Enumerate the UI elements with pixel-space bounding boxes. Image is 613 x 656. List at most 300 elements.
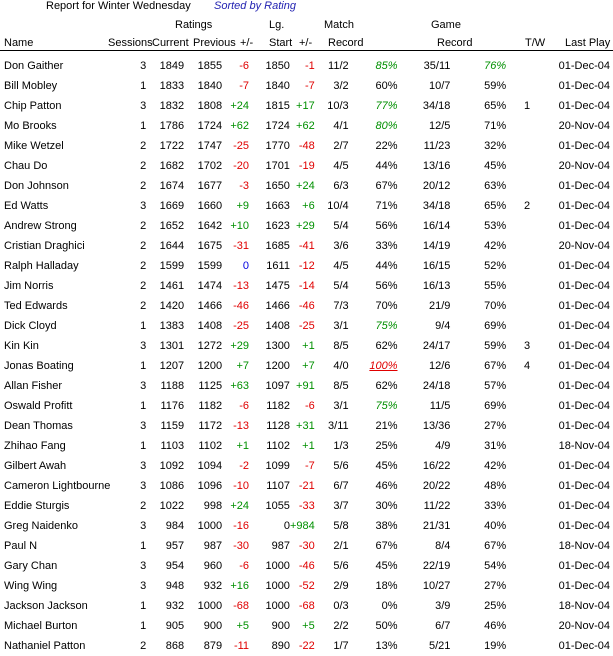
table-row: [0, 356, 613, 376]
current-rating-cell: 1176: [160, 400, 185, 412]
sessions-cell: 1: [140, 360, 147, 372]
tw-cell: [506, 496, 548, 516]
sessions-cell: 1: [140, 620, 147, 632]
tw-cell: [506, 56, 548, 76]
last-play-cell: 20-Nov-04: [558, 240, 610, 252]
tw-cell: [506, 236, 548, 256]
player-name: Ed Watts: [4, 200, 49, 212]
sessions-cell: 1: [140, 440, 147, 452]
league-start-cell: 1611: [266, 260, 290, 272]
previous-rating-cell: 1466: [197, 300, 223, 312]
table-row: [0, 416, 613, 436]
table-row: [0, 476, 613, 496]
table-row: [0, 556, 613, 576]
match-record-cell: 2/1: [333, 540, 349, 552]
league-change-cell: +62: [296, 120, 315, 132]
table-row: [0, 136, 613, 156]
last-play-cell: 01-Dec-04: [558, 320, 610, 332]
tw-cell: [506, 476, 548, 496]
sessions-cell: 2: [140, 220, 147, 232]
match-pct-cell: 62%: [375, 340, 398, 352]
current-rating-cell: 1674: [159, 180, 185, 192]
rating-change-cell: -3: [239, 180, 250, 192]
sessions-cell: 1: [140, 600, 147, 612]
sessions-cell: 2: [140, 640, 147, 652]
last-play-cell: 01-Dec-04: [558, 380, 610, 392]
league-change-cell: +5: [302, 620, 315, 632]
current-rating-cell: 1420: [159, 300, 185, 312]
tw-cell: [506, 616, 548, 636]
tw-cell: [506, 456, 548, 476]
previous-rating-cell: 879: [203, 640, 223, 652]
header-start: Start: [269, 37, 293, 49]
previous-rating-cell: 1702: [197, 160, 223, 172]
match-pct-cell: 21%: [375, 420, 398, 432]
tw-cell: [506, 636, 548, 656]
last-play-cell: 01-Dec-04: [558, 640, 610, 652]
table-row: [0, 596, 613, 616]
rating-change-cell: -31: [233, 240, 250, 252]
match-record-cell: 4/5: [333, 260, 349, 272]
league-change-cell: +7: [302, 360, 315, 372]
league-change-cell: +6: [302, 200, 315, 212]
current-rating-cell: 868: [165, 640, 185, 652]
match-record-cell: 6/3: [333, 180, 349, 192]
table-row: [0, 336, 613, 356]
game-record-cell: 9/4: [435, 320, 451, 332]
last-play-cell: 01-Dec-04: [558, 460, 610, 472]
header-tw: T/W: [525, 37, 546, 49]
current-rating-cell: 1207: [159, 360, 185, 372]
current-rating-cell: 954: [165, 560, 185, 572]
previous-rating-cell: 1000: [197, 600, 223, 612]
league-change-cell: -46: [298, 300, 315, 312]
game-pct-cell: 42%: [484, 240, 507, 252]
league-change-cell: -30: [298, 540, 315, 552]
last-play-cell: 01-Dec-04: [558, 60, 610, 72]
sessions-cell: 1: [140, 80, 147, 92]
league-start-cell: 900: [271, 620, 290, 632]
current-rating-cell: 1188: [160, 380, 185, 392]
league-change-cell: -21: [298, 480, 315, 492]
player-name: Mike Wetzel: [4, 140, 64, 152]
match-pct-cell: 71%: [375, 200, 398, 212]
last-play-cell: 18-Nov-04: [558, 440, 610, 452]
last-play-cell: 18-Nov-04: [558, 600, 610, 612]
game-record-cell: 21/9: [428, 300, 451, 312]
previous-rating-cell: 1660: [197, 200, 223, 212]
match-record-cell: 4/0: [333, 360, 349, 372]
player-name: Dean Thomas: [4, 420, 73, 432]
league-start-cell: 1840: [265, 80, 290, 92]
game-record-cell: 13/16: [422, 160, 451, 172]
previous-rating-cell: 1642: [197, 220, 223, 232]
table-row: [0, 636, 613, 656]
table-row: [0, 616, 613, 636]
tw-cell: [506, 216, 548, 236]
league-start-cell: 1097: [265, 380, 290, 392]
player-name: Kin Kin: [4, 340, 39, 352]
rating-change-cell: -46: [233, 300, 250, 312]
league-start-cell: 1770: [265, 140, 290, 152]
game-pct-cell: 53%: [484, 220, 507, 232]
player-name: Ralph Halladay: [4, 260, 79, 272]
match-pct-cell: 85%: [375, 60, 398, 72]
last-play-cell: 01-Dec-04: [558, 180, 610, 192]
player-name: Greg Naidenko: [4, 520, 78, 532]
header-game: Game: [431, 19, 461, 31]
rating-change-cell: -20: [233, 160, 250, 172]
sessions-cell: 3: [140, 460, 147, 472]
match-record-cell: 11/2: [328, 60, 349, 72]
sessions-cell: 3: [140, 560, 147, 572]
player-name: Zhihao Fang: [4, 440, 66, 452]
game-pct-cell: 67%: [484, 360, 507, 372]
league-change-cell: +31: [296, 420, 315, 432]
current-rating-cell: 948: [165, 580, 185, 592]
match-record-cell: 6/7: [333, 480, 349, 492]
sessions-cell: 2: [140, 260, 147, 272]
match-pct-cell: 70%: [375, 300, 398, 312]
tw-cell: [506, 396, 548, 416]
player-name: Don Johnson: [4, 180, 69, 192]
match-pct-cell: 30%: [375, 500, 398, 512]
game-pct-cell: 40%: [484, 520, 507, 532]
current-rating-cell: 1652: [159, 220, 185, 232]
last-play-cell: 20-Nov-04: [558, 620, 610, 632]
match-record-cell: 3/2: [333, 80, 349, 92]
match-pct-cell: 25%: [375, 440, 398, 452]
last-play-cell: 20-Nov-04: [558, 160, 610, 172]
last-play-cell: 18-Nov-04: [558, 540, 610, 552]
tw-cell: [506, 116, 548, 136]
rating-change-cell: +62: [230, 120, 250, 132]
player-name: Michael Burton: [4, 620, 78, 632]
league-start-cell: 1623: [265, 220, 290, 232]
rating-change-cell: -6: [239, 60, 250, 72]
match-record-cell: 2/2: [333, 620, 349, 632]
last-play-cell: 01-Dec-04: [558, 100, 610, 112]
last-play-cell: 01-Dec-04: [558, 480, 610, 492]
header-previous: Previous: [193, 37, 236, 49]
league-start-cell: 1300: [265, 340, 290, 352]
current-rating-cell: 1786: [159, 120, 185, 132]
current-rating-cell: 1383: [159, 320, 185, 332]
table-row: [0, 196, 613, 216]
league-start-cell: 1408: [265, 320, 290, 332]
game-record-cell: 13/36: [422, 420, 451, 432]
tw-cell: [506, 76, 548, 96]
rating-change-cell: +7: [236, 360, 250, 372]
tw-cell: [506, 516, 548, 536]
table-row: [0, 116, 613, 136]
player-name: Jackson Jackson: [4, 600, 88, 612]
match-pct-cell: 67%: [375, 540, 398, 552]
previous-rating-cell: 1094: [197, 460, 223, 472]
league-start-cell: 1000: [265, 560, 290, 572]
current-rating-cell: 1301: [159, 340, 185, 352]
sessions-cell: 2: [140, 280, 147, 292]
table-row: [0, 316, 613, 336]
game-record-cell: 34/18: [422, 200, 451, 212]
match-record-cell: 5/4: [333, 220, 349, 232]
league-change-cell: -6: [304, 400, 315, 412]
current-rating-cell: 984: [165, 520, 185, 532]
header-lg: Lg.: [269, 19, 285, 31]
match-pct-cell: 50%: [375, 620, 398, 632]
game-record-cell: 21/31: [422, 520, 451, 532]
league-change-cell: -22: [298, 640, 315, 652]
last-play-cell: 01-Dec-04: [558, 580, 610, 592]
league-start-cell: 1724: [265, 120, 290, 132]
game-pct-cell: 48%: [484, 480, 507, 492]
league-change-cell: -25: [298, 320, 315, 332]
player-name: Chau Do: [4, 160, 48, 172]
sessions-cell: 3: [140, 100, 147, 112]
player-name: Wing Wing: [4, 580, 58, 592]
league-change-cell: +1: [302, 440, 315, 452]
league-change-cell: +91: [296, 380, 315, 392]
rating-change-cell: -6: [239, 560, 250, 572]
sessions-cell: 1: [140, 120, 147, 132]
rating-change-cell: -6: [239, 400, 250, 412]
sessions-cell: 3: [140, 420, 147, 432]
game-pct-cell: 27%: [484, 420, 507, 432]
table-row: [0, 536, 613, 556]
sessions-cell: 2: [140, 300, 147, 312]
tw-cell: [506, 576, 548, 596]
header-sessions: Sessions: [108, 37, 153, 49]
sessions-cell: 1: [140, 320, 147, 332]
match-record-cell: 5/4: [333, 280, 349, 292]
game-pct-cell: 63%: [484, 180, 507, 192]
previous-rating-cell: 1840: [197, 80, 223, 92]
game-pct-cell: 67%: [484, 540, 507, 552]
tw-cell: [506, 436, 548, 456]
game-pct-cell: 32%: [484, 140, 507, 152]
table-row: [0, 396, 613, 416]
rating-change-cell: +29: [230, 340, 250, 352]
match-pct-cell: 56%: [375, 220, 398, 232]
previous-rating-cell: 1724: [197, 120, 223, 132]
rating-change-cell: +10: [230, 220, 250, 232]
game-pct-cell: 31%: [484, 440, 507, 452]
league-change-cell: -19: [298, 160, 315, 172]
current-rating-cell: 1022: [159, 500, 185, 512]
current-rating-cell: 1599: [159, 260, 185, 272]
rating-change-cell: +63: [230, 380, 250, 392]
game-record-cell: 11/5: [429, 400, 451, 412]
current-rating-cell: 1159: [160, 420, 185, 432]
match-record-cell: 5/8: [333, 520, 349, 532]
game-record-cell: 10/27: [422, 580, 451, 592]
previous-rating-cell: 960: [203, 560, 223, 572]
match-pct-cell: 46%: [375, 480, 398, 492]
tw-cell: [506, 596, 548, 616]
player-name: Gary Chan: [4, 560, 58, 572]
match-pct-cell: 44%: [375, 260, 398, 272]
league-change-cell: -1: [304, 60, 315, 72]
league-start-cell: 1650: [265, 180, 290, 192]
game-record-cell: 35/11: [423, 60, 451, 72]
game-record-cell: 14/19: [422, 240, 451, 252]
previous-rating-cell: 1599: [197, 260, 223, 272]
match-record-cell: 2/9: [333, 580, 349, 592]
game-pct-cell: 33%: [484, 500, 507, 512]
game-record-cell: 16/15: [422, 260, 451, 272]
game-pct-cell: 70%: [484, 300, 507, 312]
table-row: [0, 216, 613, 236]
rating-change-cell: -10: [233, 480, 250, 492]
last-play-cell: 01-Dec-04: [558, 500, 610, 512]
league-change-cell: -48: [298, 140, 315, 152]
league-start-cell: 1102: [266, 440, 290, 452]
game-record-cell: 11/22: [423, 500, 451, 512]
previous-rating-cell: 987: [203, 540, 223, 552]
player-name: Ted Edwards: [4, 300, 68, 312]
last-play-cell: 01-Dec-04: [558, 520, 610, 532]
match-pct-cell: 56%: [375, 280, 398, 292]
tw-cell: [506, 536, 548, 556]
current-rating-cell: 1833: [159, 80, 185, 92]
match-record-cell: 7/3: [333, 300, 349, 312]
game-record-cell: 20/12: [422, 180, 451, 192]
tw-cell: 1: [524, 100, 531, 112]
last-play-cell: 01-Dec-04: [558, 300, 610, 312]
match-record-cell: 1/3: [333, 440, 349, 452]
rating-change-cell: +1: [236, 440, 250, 452]
match-record-cell: 2/7: [333, 140, 349, 152]
match-pct-cell: 77%: [375, 100, 398, 112]
match-pct-cell: 0%: [381, 600, 398, 612]
league-change-cell: -68: [298, 600, 315, 612]
previous-rating-cell: 998: [203, 500, 223, 512]
previous-rating-cell: 900: [203, 620, 223, 632]
last-play-cell: 01-Dec-04: [558, 80, 610, 92]
player-name: Cameron Lightbourne: [4, 480, 111, 492]
player-name: Dick Cloyd: [4, 320, 57, 332]
match-pct-cell: 18%: [375, 580, 398, 592]
game-record-cell: 24/17: [422, 340, 451, 352]
header-divider: [0, 50, 613, 51]
match-record-cell: 5/6: [333, 460, 349, 472]
match-pct-cell: 60%: [375, 80, 398, 92]
league-change-cell: -46: [298, 560, 315, 572]
rating-change-cell: -25: [233, 320, 250, 332]
previous-rating-cell: 1172: [198, 420, 223, 432]
table-row: [0, 96, 613, 116]
table-row: [0, 256, 613, 276]
match-record-cell: 3/11: [328, 420, 349, 432]
rating-change-cell: +5: [236, 620, 250, 632]
league-change-cell: -14: [298, 280, 315, 292]
sort-label: Sorted by Rating: [214, 0, 296, 12]
sessions-cell: 3: [140, 580, 147, 592]
last-play-cell: 01-Dec-04: [558, 420, 610, 432]
game-record-cell: 16/22: [422, 460, 451, 472]
header-lg-plus-minus: +/-: [299, 37, 313, 49]
rating-change-cell: -13: [233, 280, 250, 292]
header-match: Match: [324, 19, 354, 31]
league-start-cell: 1815: [265, 100, 290, 112]
last-play-cell: 01-Dec-04: [558, 280, 610, 292]
previous-rating-cell: 1677: [197, 180, 223, 192]
rating-change-cell: -11: [233, 640, 250, 652]
table-row: [0, 56, 613, 76]
rating-change-cell: +24: [230, 500, 250, 512]
league-change-cell: +24: [296, 180, 315, 192]
league-change-cell: -12: [298, 260, 315, 272]
sessions-cell: 2: [140, 500, 147, 512]
table-body: [0, 56, 613, 656]
previous-rating-cell: 1808: [197, 100, 223, 112]
rating-change-cell: +16: [230, 580, 250, 592]
league-start-cell: 1701: [265, 160, 290, 172]
last-play-cell: 01-Dec-04: [558, 200, 610, 212]
sessions-cell: 1: [140, 540, 147, 552]
match-pct-cell: 22%: [375, 140, 398, 152]
sessions-cell: 2: [140, 140, 147, 152]
game-record-cell: 22/19: [422, 560, 451, 572]
player-name: Gilbert Awah: [4, 460, 67, 472]
table-row: [0, 156, 613, 176]
match-record-cell: 3/1: [333, 320, 349, 332]
current-rating-cell: 932: [165, 600, 185, 612]
rating-change-cell: -16: [233, 520, 250, 532]
current-rating-cell: 1832: [159, 100, 185, 112]
game-pct-cell: 65%: [484, 100, 507, 112]
player-name: Nathaniel Patton: [4, 640, 86, 652]
sessions-cell: 2: [140, 180, 147, 192]
rating-change-cell: -13: [233, 420, 250, 432]
match-record-cell: 10/3: [327, 100, 349, 112]
tw-cell: [506, 416, 548, 436]
league-start-cell: 0: [283, 520, 290, 532]
game-record-cell: 3/9: [435, 600, 451, 612]
league-change-cell: +984: [289, 520, 315, 532]
previous-rating-cell: 1096: [197, 480, 223, 492]
league-change-cell: -41: [298, 240, 315, 252]
game-pct-cell: 59%: [484, 340, 507, 352]
game-record-cell: 20/22: [422, 480, 451, 492]
player-name: Paul N: [4, 540, 38, 552]
game-record-cell: 24/18: [422, 380, 451, 392]
player-name: Allan Fisher: [4, 380, 63, 392]
header-game-record: Record: [437, 37, 473, 49]
game-record-cell: 12/5: [428, 120, 451, 132]
tw-cell: [506, 276, 548, 296]
previous-rating-cell: 1000: [197, 520, 223, 532]
current-rating-cell: 1682: [159, 160, 185, 172]
match-pct-cell: 80%: [375, 120, 398, 132]
current-rating-cell: 1849: [159, 60, 185, 72]
current-rating-cell: 1103: [160, 440, 185, 452]
league-change-cell: +1: [302, 340, 315, 352]
last-play-cell: 01-Dec-04: [558, 360, 610, 372]
league-change-cell: +29: [296, 220, 315, 232]
game-pct-cell: 52%: [484, 260, 507, 272]
game-record-cell: 16/14: [422, 220, 451, 232]
match-record-cell: 8/5: [333, 340, 349, 352]
rating-change-cell: -2: [239, 460, 250, 472]
sessions-cell: 2: [140, 240, 147, 252]
header-name: Name: [4, 37, 34, 49]
previous-rating-cell: 1102: [198, 440, 223, 452]
sessions-cell: 3: [140, 480, 147, 492]
game-record-cell: 8/4: [435, 540, 451, 552]
player-name: Oswald Profitt: [4, 400, 73, 412]
game-pct-cell: 46%: [484, 620, 507, 632]
